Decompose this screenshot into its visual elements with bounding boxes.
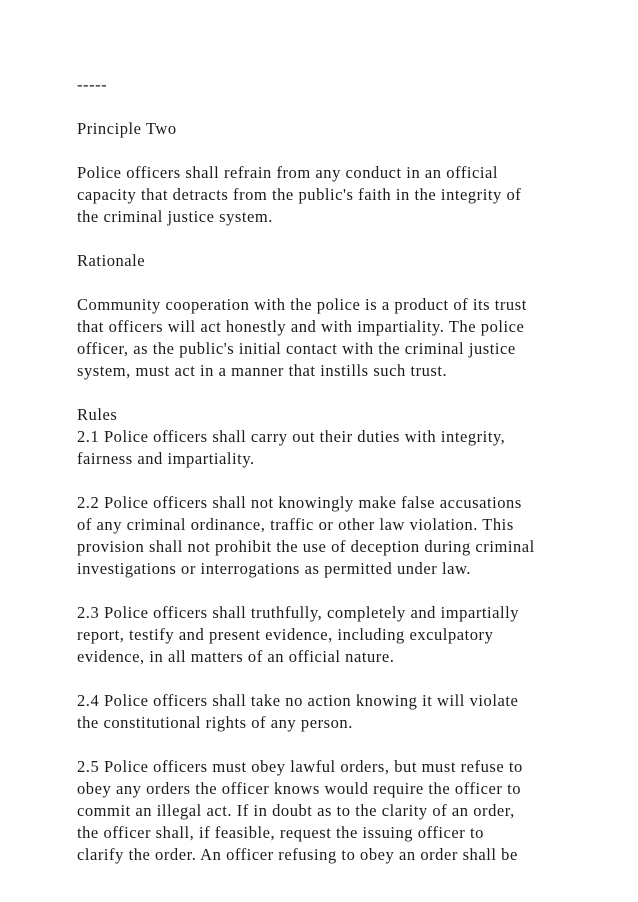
spacer — [77, 580, 577, 602]
rule-line: investigations or interrogations as permitted under law. — [77, 559, 472, 578]
rule-line: fairness and impartiality. — [77, 449, 255, 468]
rule-line: the constitutional rights of any person. — [77, 713, 353, 732]
rule-line: provision shall not prohibit the use of deception during criminal — [77, 537, 535, 556]
rationale-heading: Rationale — [77, 251, 146, 270]
rule-line: 2.2 Police officers shall not knowingly make false accusations — [77, 493, 522, 512]
spacer — [77, 140, 577, 162]
principle-line: Police officers shall refrain from any conduct in an official — [77, 163, 499, 182]
rule-line: the officer shall, if feasible, request the issuing officer to — [77, 823, 484, 842]
rules-heading: Rules — [77, 405, 118, 424]
rule-line: commit an illegal act. If in doubt as to the clarity of an order, — [77, 801, 515, 820]
rationale-paragraph — [77, 294, 577, 382]
rule-line: clarify the order. An officer refusing to obey an order shall be — [77, 845, 518, 864]
spacer — [77, 382, 577, 404]
spacer — [77, 228, 577, 250]
rule-line: of any criminal ordinance, traffic or other law violation. This — [77, 515, 514, 534]
rationale-line: officer, as the public's initial contact with the criminal justice — [77, 339, 516, 358]
principle-line: the criminal justice system. — [77, 207, 273, 226]
rule-line: 2.3 Police officers shall truthfully, completely and impartially — [77, 603, 520, 622]
rule-2-4 — [77, 690, 577, 734]
rule-2-3 — [77, 602, 577, 668]
rule-2-1 — [77, 426, 577, 470]
principle-line: capacity that detracts from the public's faith in the integrity of — [77, 185, 522, 204]
spacer — [77, 668, 577, 690]
spacer — [77, 272, 577, 294]
spacer — [77, 96, 577, 118]
rule-line: evidence, in all matters of an official nature. — [77, 647, 395, 666]
spacer — [77, 470, 577, 492]
rule-line: report, testify and present evidence, including exculpatory — [77, 625, 494, 644]
rule-line: 2.1 Police officers shall carry out their duties with integrity, — [77, 427, 506, 446]
rationale-line: Community cooperation with the police is a product of its trust — [77, 295, 527, 314]
spacer — [77, 734, 577, 756]
principle-statement — [77, 162, 577, 228]
rationale-line: system, must act in a manner that instills such trust. — [77, 361, 448, 380]
rule-line: 2.5 Police officers must obey lawful orders, but must refuse to — [77, 757, 523, 776]
rule-line: obey any orders the officer knows would require the officer to — [77, 779, 522, 798]
document-body — [77, 74, 577, 866]
separator-line: ----- — [77, 75, 108, 94]
rule-2-5 — [77, 756, 577, 866]
rule-line: 2.4 Police officers shall take no action knowing it will violate — [77, 691, 519, 710]
principle-heading: Principle Two — [77, 119, 177, 138]
rationale-line: that officers will act honestly and with impartiality. The police — [77, 317, 525, 336]
rule-2-2 — [77, 492, 577, 580]
